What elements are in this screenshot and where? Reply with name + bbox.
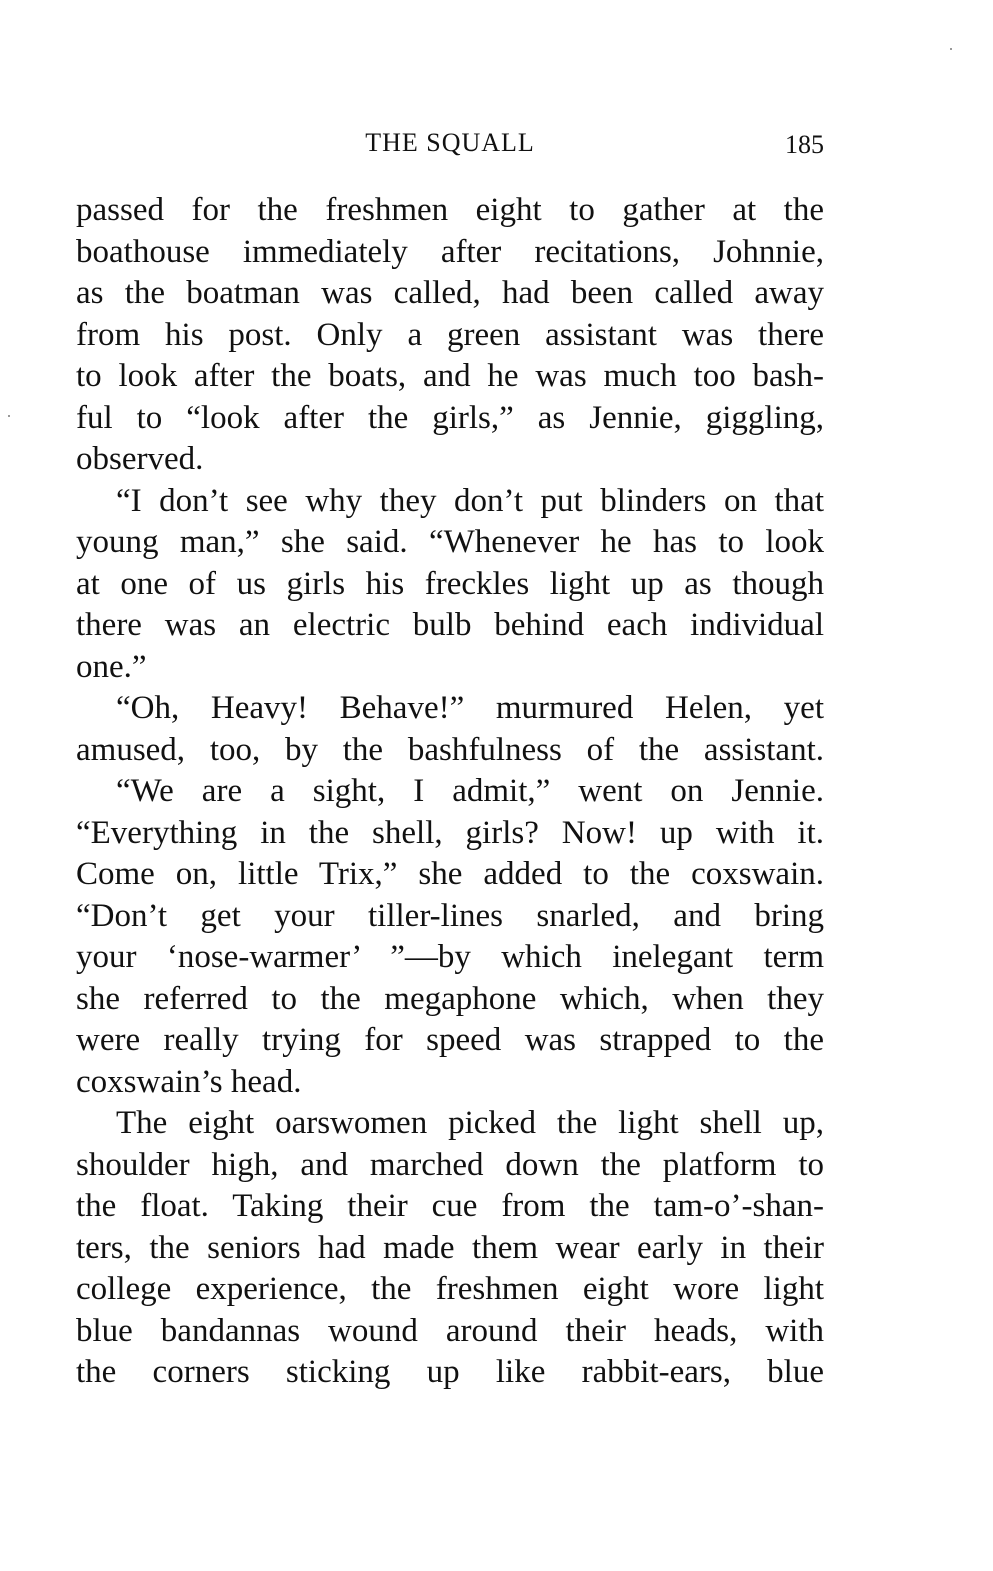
text-line: boathouse immediately after recitations, Johnnie,	[76, 233, 824, 270]
text-line: blue bandannas wound around their heads, with	[76, 1312, 824, 1349]
text-line: “We are a sight, I admit,” went on Jennie.	[116, 773, 824, 809]
text-line: The eight oarswomen picked the light shell up,	[116, 1105, 824, 1141]
text-line: the float. Taking their cue from the tam-o’-shan-	[76, 1188, 824, 1224]
text-line: as the boatman was called, had been called away	[76, 275, 824, 311]
text-line: one.”	[76, 648, 147, 685]
text-line: at one of us girls his freckles light up as though	[76, 565, 824, 602]
text-line: coxswain’s head.	[76, 1063, 302, 1100]
text-line: young man,” she said. “Whenever he has to look	[76, 524, 824, 560]
text-line: there was an electric bulb behind each individual	[76, 607, 824, 643]
text-line: passed for the freshmen eight to gather at the	[76, 192, 824, 228]
text-line: ful to “look after the girls,” as Jennie, giggling,	[76, 399, 824, 436]
text-line: ters, the seniors had made them wear early in their	[76, 1229, 824, 1266]
text-line: your ‘nose-warmer’ ”—by which inelegant term	[76, 939, 824, 975]
text-line: shoulder high, and marched down the platform to	[76, 1146, 824, 1183]
text-line: “I don’t see why they don’t put blinders on that	[116, 482, 824, 519]
scan-speck	[8, 415, 10, 417]
text-line: college experience, the freshmen eight wore light	[76, 1271, 824, 1307]
text-line: amused, too, by the bashfulness of the assistant.	[76, 731, 824, 768]
scan-speck	[950, 48, 952, 50]
text-line: she referred to the megaphone which, when they	[76, 980, 824, 1017]
page-number: 185	[785, 130, 824, 159]
body-text	[76, 190, 824, 1394]
text-line: were really trying for speed was strapped to the	[76, 1022, 824, 1058]
text-line: the corners sticking up like rabbit-ears, blue	[76, 1354, 824, 1390]
text-line: “Don’t get your tiller-lines snarled, and bring	[76, 897, 824, 934]
text-line: “Oh, Heavy! Behave!” murmured Helen, yet	[116, 690, 824, 726]
running-title: THE SQUALL	[365, 128, 535, 157]
page-header	[76, 128, 824, 168]
text-line: Come on, little Trix,” she added to the coxswain.	[76, 856, 824, 892]
text-line: “Everything in the shell, girls? Now! up with it.	[76, 814, 824, 851]
text-line: observed.	[76, 441, 204, 477]
text-line: to look after the boats, and he was much too bash-	[76, 358, 824, 394]
text-line: from his post. Only a green assistant was there	[76, 316, 824, 353]
